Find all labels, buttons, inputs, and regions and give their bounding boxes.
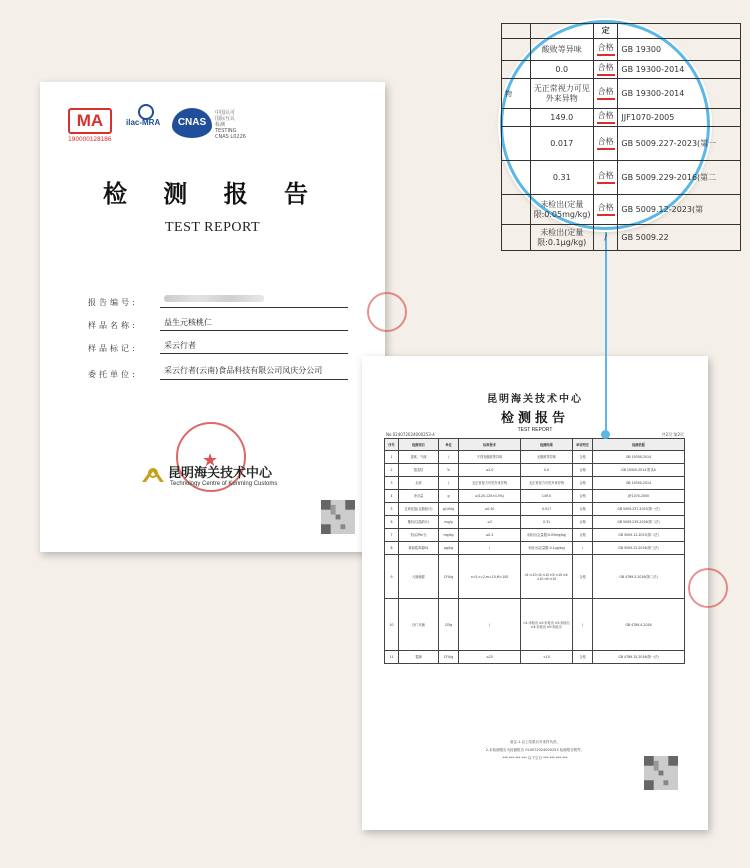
zoom-row (502, 39, 741, 61)
table-cell: 合格 (573, 464, 593, 477)
table-cell: 不得有酸败等异味 (459, 451, 521, 464)
zoom-cell-std (618, 225, 741, 251)
table-cell: / (439, 477, 459, 490)
zoom-text-result: 合格 (597, 137, 614, 147)
table-cell: GB 5009.227-2023(第一法) (593, 503, 685, 516)
table-cell: ≤2.0 (459, 464, 521, 477)
table-cell: 合格 (573, 651, 593, 664)
ilac-label: ilac-MRA (126, 118, 161, 127)
cnas-text-line: TESTING (215, 128, 237, 134)
table-cell: 滋味、气味 (399, 451, 439, 464)
table-cell: 0.31 (521, 516, 573, 529)
table-cell: 净含量 (399, 490, 439, 503)
zoom-cell-left (502, 127, 531, 161)
zoom-text-value: 0.0 (555, 64, 569, 74)
zoom-cell-value (530, 109, 593, 127)
table-cell: mg/g (439, 516, 459, 529)
zoom-cell-left (502, 79, 531, 109)
zoom-cell-result (593, 127, 618, 161)
table-cell: ≤0.2 (459, 529, 521, 542)
table-row (385, 599, 685, 651)
table-cell: μg/kg (439, 542, 459, 555)
table-cell: ≥(120-120×4.5%) (459, 490, 521, 503)
zoom-cell (502, 24, 531, 39)
table-cell: ≤0.50 (459, 503, 521, 516)
inner-report-number: No.024072024000253-4 (386, 432, 435, 437)
zoom-cell-result (593, 161, 618, 195)
ma-number: 190000128186 (68, 136, 112, 143)
red-underline-mark (597, 122, 615, 124)
zoomed-results-table (501, 23, 741, 251)
inner-end-marker: *** *** *** *** 以下空白 *** *** *** *** (502, 756, 568, 760)
results-header-cell: 检测结果 (521, 439, 573, 451)
zoom-text-result: 合格 (597, 111, 614, 121)
inner-title-en: TEST REPORT (517, 427, 553, 433)
table-cell: g/100g (439, 503, 459, 516)
table-row (385, 477, 685, 490)
zoom-cell-std (618, 39, 741, 61)
seal-star-icon: ★ (202, 450, 219, 471)
zoom-text-result: 合格 (597, 63, 614, 73)
results-header-cell: 单项判定 (573, 439, 593, 451)
issuer-seal-area (140, 422, 290, 492)
table-cell: GB 4789.3-2016(第二法) (593, 555, 685, 599)
table-cell: 霉菌 (399, 651, 439, 664)
zoom-cell-std (618, 109, 741, 127)
report-title: 检 测 报 告 (102, 179, 323, 208)
table-row (385, 542, 685, 555)
field-sample-name (88, 317, 348, 331)
table-cell: GB 5009.22-2016(第三法) (593, 542, 685, 555)
table-cell: GB 19300-2014 (593, 477, 685, 490)
zoom-cell-result (593, 109, 618, 127)
table-cell: 合格 (573, 516, 593, 529)
zoom-cell-value (530, 39, 593, 61)
zoom-text-left: 物 (505, 89, 512, 98)
zoom-row (502, 225, 741, 251)
cnas-text-line: 国际互认 (215, 116, 236, 122)
zoom-row (502, 127, 741, 161)
qr-code-icon (321, 500, 355, 534)
field-label: 报告编号: (88, 298, 138, 307)
zoom-cell (618, 24, 741, 39)
cnas-text-line: 中国认可 (215, 110, 236, 116)
table-cell: 合格 (573, 451, 593, 464)
field-label: 样品名称: (88, 321, 138, 330)
red-underline-mark (597, 54, 615, 56)
red-underline-mark (597, 214, 615, 216)
zoom-cell-std (618, 195, 741, 225)
partial-seal-stamp (688, 568, 728, 608)
zoom-text-result: 合格 (597, 43, 614, 53)
zoom-text-std: GB 5009.229-2016(第二 (621, 172, 717, 182)
table-row (385, 464, 685, 477)
zoom-text-value: 0.017 (550, 138, 574, 148)
zoom-text-std: GB 19300 (621, 44, 662, 54)
results-header-cell: 单位 (439, 439, 459, 451)
ilac-mra-logo (126, 108, 164, 138)
table-cell: 无酸败等异味 (521, 451, 573, 464)
cnas-block (172, 108, 246, 140)
cnas-text-line: CNAS L0226 (215, 134, 246, 140)
zoom-text-result: 合格 (597, 171, 614, 181)
zoom-row (502, 195, 741, 225)
table-cell: 无正常视力可见外来异物 (459, 477, 521, 490)
customs-emblem-icon (140, 464, 166, 484)
zoom-cell-result (593, 61, 618, 79)
table-cell: GB 4789.4-2016 (593, 599, 685, 651)
issuer-name: 昆明海关技术中心 (168, 466, 273, 481)
magnifier-anchor-dot (601, 430, 610, 439)
table-cell: 9 (385, 555, 399, 599)
zoom-text-value: 无正常视力可见外来异物 (533, 83, 590, 103)
inner-page-number: 共2页 第2页 (661, 432, 684, 437)
inner-note-1: 备注:1.以上结果仅对来样负责。 (509, 740, 561, 744)
red-underline-mark (597, 182, 615, 184)
certification-logos (68, 108, 246, 148)
table-row (385, 451, 685, 464)
zoom-cell-value (530, 61, 593, 79)
zoom-row (502, 161, 741, 195)
zoom-text-value: 149.0 (550, 112, 574, 122)
zoom-cell-result (593, 39, 618, 61)
cnas-text-line: 检测 (215, 122, 226, 128)
zoom-cell-value (530, 127, 593, 161)
table-row (385, 651, 685, 664)
table-cell: n1:未检出 n2:未检出 n3:未检出 n4:未检出 n5:未检出 (521, 599, 573, 651)
cnas-text (215, 110, 246, 140)
zoom-cell (530, 24, 593, 39)
table-cell: mg/kg (439, 529, 459, 542)
table-cell: 过氧化值(以脂肪计) (399, 503, 439, 516)
table-cell: 7 (385, 529, 399, 542)
field-value: 采云行者(云南)食品科技有限公司凤庆分公司 (160, 363, 348, 380)
table-cell: GB 5009.12-2023(第二法) (593, 529, 685, 542)
zoom-cell-result (593, 79, 618, 109)
report-fields (88, 294, 348, 389)
table-cell: / (573, 599, 593, 651)
table-cell: 未检出(定量限:0.1μg/kg) (521, 542, 573, 555)
table-cell: 合格 (573, 555, 593, 599)
table-cell: n1:<10 n2:<10 n3:<10 n4:<10 n5:<10 (521, 555, 573, 599)
zoom-cell-left (502, 161, 531, 195)
table-row (385, 503, 685, 516)
table-cell: 酸价(以脂肪计) (399, 516, 439, 529)
table-cell: % (439, 464, 459, 477)
zoom-cell-value (530, 79, 593, 109)
table-cell: 合格 (573, 503, 593, 516)
zoom-text-value: 未检出(定量限:0.1μg/kg) (537, 227, 587, 247)
table-cell: 合格 (573, 477, 593, 490)
table-cell: 1 (385, 451, 399, 464)
ilac-ring-icon (138, 104, 154, 120)
table-cell: 149.0 (521, 490, 573, 503)
field-label: 委托单位: (88, 370, 138, 379)
table-cell: 未检出(定量限:0.05mg/kg) (521, 529, 573, 542)
field-label: 样品标记: (88, 344, 138, 353)
zoom-text-value: 未检出(定量限:0.05mg/kg) (533, 199, 591, 219)
table-cell: 6 (385, 516, 399, 529)
table-cell: 0.0 (521, 464, 573, 477)
partial-seal-stamp (367, 292, 407, 332)
inner-note-2: 2.本检测报告为检测报告 024072024000253 检测报告附件。 (485, 748, 585, 752)
red-underline-mark (597, 98, 615, 100)
zoom-cell-std (618, 127, 741, 161)
zoom-cell-std (618, 161, 741, 195)
table-cell: JJF1070-2005 (593, 490, 685, 503)
table-cell: / (459, 599, 521, 651)
zoom-header-cell: 定 (593, 24, 618, 39)
results-header-cell: 序号 (385, 439, 399, 451)
field-value-blurred (160, 294, 348, 308)
field-value: 益生元核桃仁 (160, 317, 348, 331)
zoom-text-result: 合格 (597, 87, 614, 97)
red-underline-mark (597, 74, 615, 76)
table-cell: 2 (385, 464, 399, 477)
table-cell: 3 (385, 477, 399, 490)
table-cell: 霉变粒 (399, 464, 439, 477)
field-report-number (88, 294, 348, 308)
table-cell: / (573, 542, 593, 555)
ma-mark: MA (68, 108, 112, 134)
field-value: 采云行者 (160, 340, 348, 354)
table-cell: 大肠菌群 (399, 555, 439, 599)
zoom-text-std: GB 5009.227-2023(第一 (621, 138, 717, 148)
zoom-text-std: GB 5009.12-2023(第 (621, 204, 704, 214)
table-cell: / (459, 542, 521, 555)
zoom-text-std: GB 5009.22 (621, 232, 669, 242)
results-header-cell: 检测依据 (593, 439, 685, 451)
zoom-row (502, 109, 741, 127)
results-header-cell: 检测项目 (399, 439, 439, 451)
table-cell: CFU/g (439, 651, 459, 664)
magnifier-connector-line (605, 225, 607, 435)
zoom-row (502, 61, 741, 79)
zoom-cell-value (530, 225, 593, 251)
blurred-text (164, 295, 264, 302)
report-subtitle: TEST REPORT (164, 220, 261, 235)
table-cell: 杂质 (399, 477, 439, 490)
ma-logo (68, 108, 118, 148)
zoom-cell-left (502, 225, 531, 251)
table-cell: 8 (385, 542, 399, 555)
zoom-cell-left (502, 61, 531, 79)
zoom-cell-left (502, 109, 531, 127)
cnas-logo: CNAS (172, 108, 212, 138)
qr-code-icon (644, 756, 678, 790)
table-cell: / (439, 451, 459, 464)
table-cell: <10 (521, 651, 573, 664)
table-cell: 4 (385, 490, 399, 503)
zoom-text-std: GB 19300-2014 (621, 88, 685, 98)
table-cell: n=5,c=2,m=10,M=100 (459, 555, 521, 599)
zoom-row (502, 79, 741, 109)
table-cell: 11 (385, 651, 399, 664)
zoom-cell-value (530, 195, 593, 225)
table-cell: 合格 (573, 490, 593, 503)
zoom-cell-left (502, 195, 531, 225)
zoom-cell-std (618, 61, 741, 79)
zoom-text-result: / (604, 232, 607, 242)
table-row (385, 529, 685, 542)
zoom-cell-result (593, 195, 618, 225)
table-cell: 0.017 (521, 503, 573, 516)
table-cell: /25g (439, 599, 459, 651)
table-cell: GB 19300-2014 附录A (593, 464, 685, 477)
inner-title: 检测报告 (500, 411, 569, 426)
table-cell: ≤25 (459, 651, 521, 664)
table-cell: g (439, 490, 459, 503)
zoom-text-std: GB 19300-2014 (621, 64, 685, 74)
table-cell: GB 19300-2014 (593, 451, 685, 464)
results-header-cell: 标准要求 (459, 439, 521, 451)
results-table (384, 438, 685, 664)
zoom-text-value: 0.31 (552, 172, 571, 182)
table-cell: 黄曲霉毒素B1 (399, 542, 439, 555)
inner-issuer: 昆明海关技术中心 (487, 394, 583, 405)
zoom-cell-value (530, 161, 593, 195)
table-cell: GB 5009.229-2016(第二法) (593, 516, 685, 529)
table-cell: 5 (385, 503, 399, 516)
zoom-text-result: 合格 (597, 203, 614, 213)
field-sample-mark (88, 340, 348, 354)
table-cell: CFU/g (439, 555, 459, 599)
table-cell: 合格 (573, 529, 593, 542)
inner-header (362, 390, 708, 433)
zoom-header-row (502, 24, 741, 39)
field-client (88, 363, 348, 380)
zoom-cell-left (502, 39, 531, 61)
table-cell: 无正常视力可见外来异物 (521, 477, 573, 490)
table-cell: 铅(以Pb计) (399, 529, 439, 542)
table-cell: 10 (385, 599, 399, 651)
table-row (385, 555, 685, 599)
report-inner-page (362, 356, 708, 830)
table-cell: 沙门氏菌 (399, 599, 439, 651)
zoom-magnifier (500, 20, 717, 247)
table-cell: ≤3 (459, 516, 521, 529)
zoom-text-value: 酸败等异味 (541, 44, 582, 54)
table-row (385, 516, 685, 529)
zoom-cell-result (593, 225, 618, 251)
table-row (385, 490, 685, 503)
results-header-row (385, 439, 685, 451)
zoom-text-std: JJF1070-2005 (621, 112, 675, 122)
report-cover-page (40, 82, 385, 552)
red-underline-mark (597, 148, 615, 150)
issuer-name-en: Technology Centre of Kunming Customs (170, 481, 278, 487)
zoom-cell-std (618, 79, 741, 109)
table-cell: GB 4789.15-2016(第一法) (593, 651, 685, 664)
